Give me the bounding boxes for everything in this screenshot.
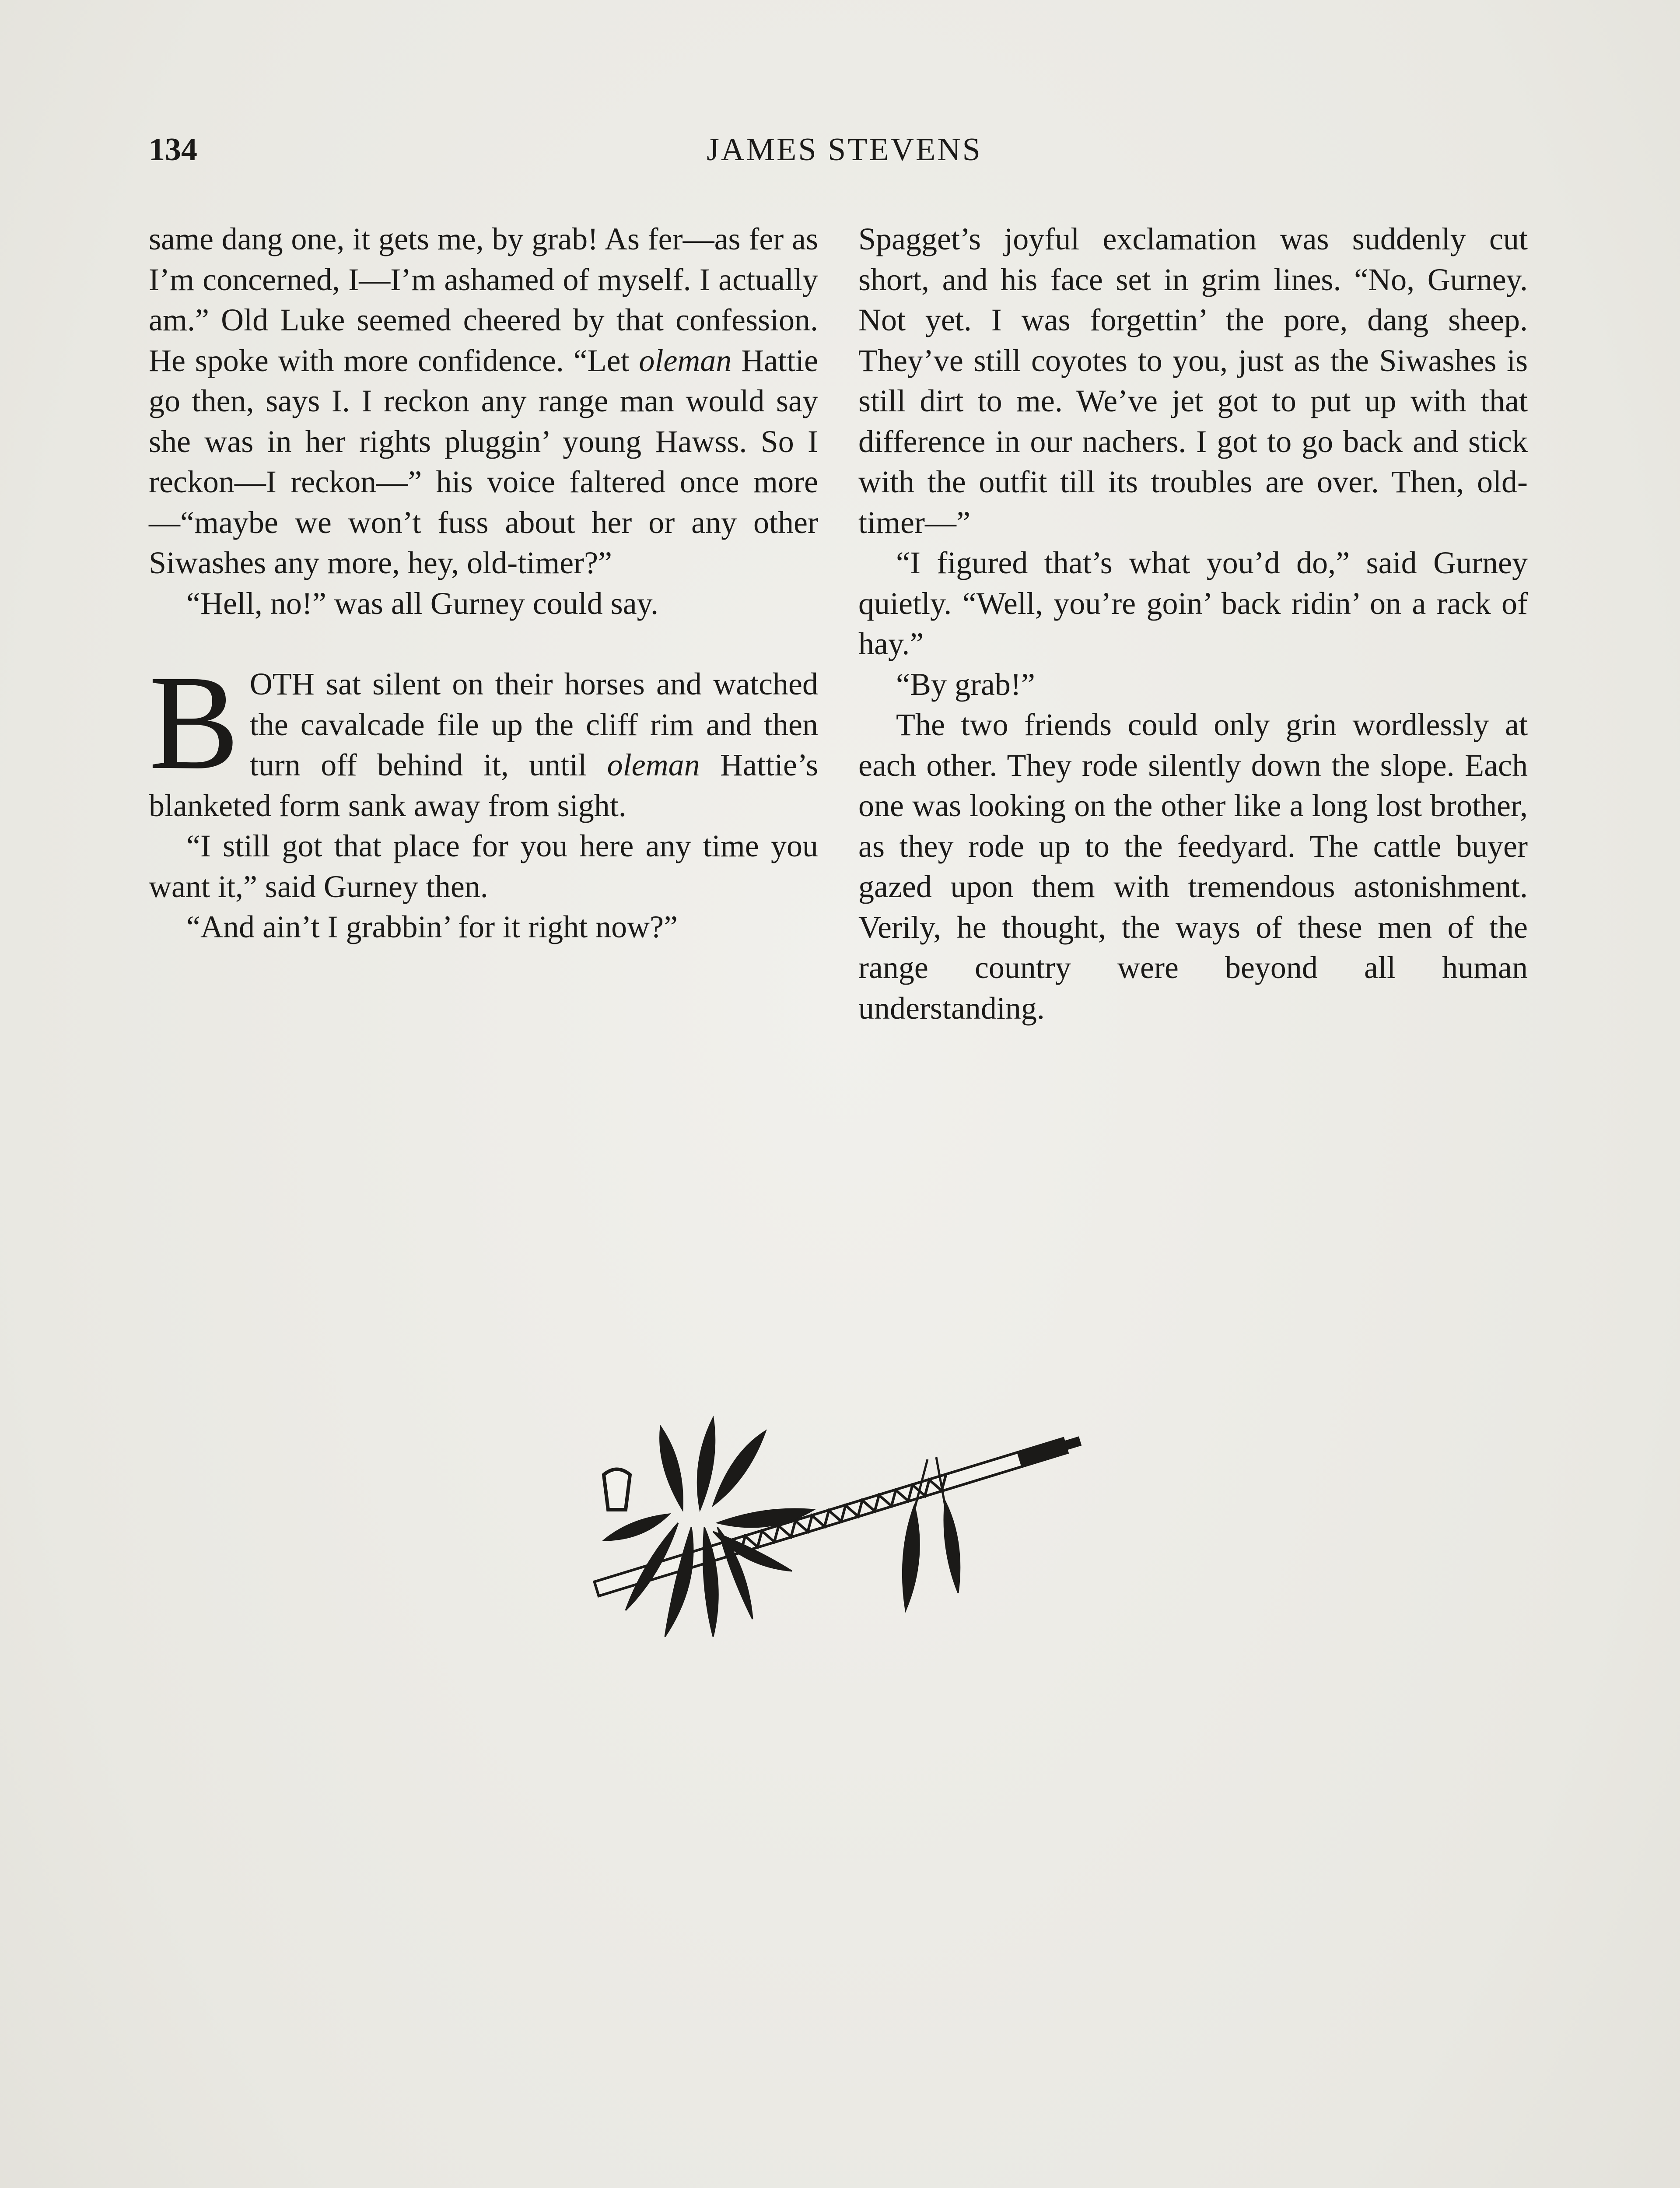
right-column <box>858 219 1528 1028</box>
left-column <box>149 219 818 947</box>
running-head-author: JAMES STEVENS <box>707 132 982 168</box>
paragraph: same dang one, it gets me, by grab! As fer—as fer as I’m concerned, I—I’m ashamed of myself. I actually am.” Old Luke seemed cheered by that confession. He spoke with more confidence. “Let oleman Hattie go then, says I. I reckon any range man would say she was in her rights pluggin’ young Hawss. So I reckon—I reckon—” his voice faltered once more—“maybe we won’t fuss about her or any other Siwashes any more, hey, old-timer?” <box>149 221 819 580</box>
paragraph: “And ain’t I grabbin’ for it right now?” <box>186 909 678 944</box>
paragraph: “I figured that’s what you’d do,” said Gurney quietly. “Well, you’re goin’ back ridin’ on a rack of hay.” <box>858 545 1528 661</box>
paragraph: “By grab!” <box>896 666 1035 702</box>
paragraph: The two friends could only grin wordlessly at each other. They rode silently down the slope. Each one was looking on the other like a long lost brother, as they rode up to the feedyard. The cattle buyer gazed upon them with tremendous astonishment. Verily, he thought, the ways of these men of the range country were beyond all human understanding. <box>858 707 1528 1026</box>
page-number: 134 <box>149 132 197 168</box>
page-header <box>149 131 1540 179</box>
paragraph: Spagget’s joyful exclamation was suddenly cut short, and his face set in grim lines. “No, Gurney. Not yet. I was forgettin’ the pore, dang sheep. They’ve still coyotes to you, just as the Siwashes is still dirt to me. We’ve jet got to put up with that difference in our nachers. I got to go back and stick with the outfit till its troubles are over. Then, old-timer—” <box>858 221 1528 540</box>
paragraph: “Hell, no!” was all Gurney could say. <box>186 586 658 621</box>
paragraph: “I still got that place for you here any time you want it,” said Gurney then. <box>149 828 818 904</box>
section-opening-paragraph: BOTH sat silent on their horses and watched the cavalcade file up the cliff rim and then turn off behind it, until oleman Hattie’s blanketed form sank away from sight. <box>149 648 818 823</box>
feathered-peace-pipe-icon <box>569 1365 1094 1672</box>
drop-cap: B <box>149 648 239 798</box>
